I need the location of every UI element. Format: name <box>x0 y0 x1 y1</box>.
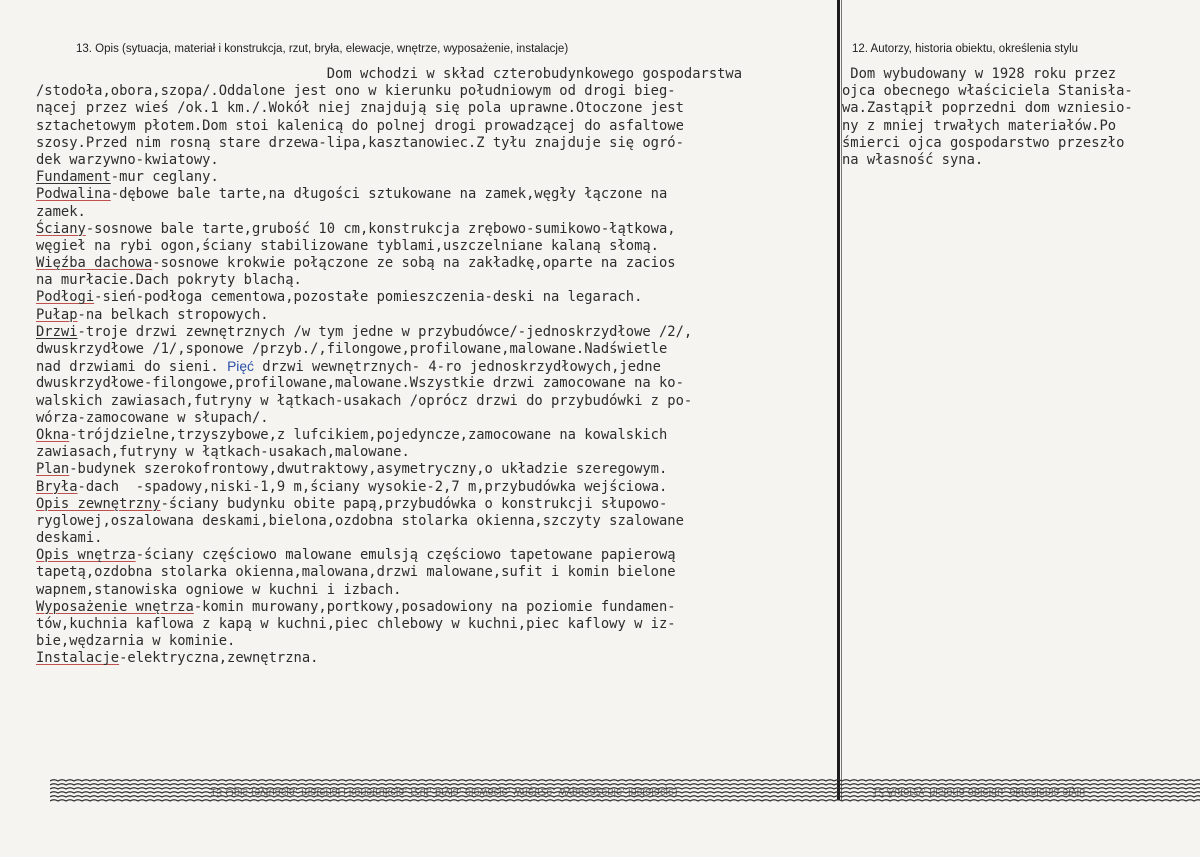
mirrored-header-12: 12 Autorzy, historia obiektu, określenia stylu <box>872 786 1086 798</box>
text-segment: /stodoła,obora,szopa/.Oddalone jest ono w kierunku południowym od drogi bieg- <box>36 83 676 100</box>
text-segment: -dębowe bale tarte,na długości sztukowane na zamek,węgły łączone na <box>110 186 668 203</box>
text-segment: ryglowej,oszalowana deskami,bielona,ozdobna stolarka okienna,szczyty szalowane <box>36 512 684 529</box>
text-segment: -komin murowany,portkowy,posadowiony na poziomie fundamen- <box>193 598 676 615</box>
text-line <box>36 341 742 358</box>
section-13-header: 13. Opis (sytuacja, materiał i konstrukcja, rzut, bryła, elewacje, wnętrze, wyposażenie, instalacje) <box>76 43 569 55</box>
text-line <box>36 461 742 478</box>
text-segment: węgieł na rybi ogon,ściany stabilizowane tyblami,uszczelniane kalaną słomą. <box>36 237 659 254</box>
text-line <box>36 186 742 203</box>
text-segment: nącej przez wieś /ok.1 km./.Wokół niej znajdują się pola uprawne.Otoczone jest <box>36 100 684 117</box>
text-line <box>36 616 742 633</box>
section-label: Bryła <box>36 478 78 495</box>
handwritten-correction: Pięć <box>227 359 254 375</box>
wave-line <box>50 800 1200 801</box>
text-segment: -ściany częściowo malowane emulsją częściowo tapetowane papierową <box>135 547 676 564</box>
text-line <box>36 100 742 117</box>
text-segment: Dom wchodzi w skład czterobudynkowego gospodarstwa <box>36 66 743 82</box>
text-line <box>36 479 742 496</box>
section-12-header: 12. Autorzy, historia obiektu, określenia stylu <box>852 43 1079 55</box>
text-line <box>36 530 742 547</box>
section-label: Okna <box>36 426 70 443</box>
description-text <box>36 66 742 668</box>
text-segment: na murłacie.Dach pokryty blachą. <box>36 272 302 289</box>
section-label: Opis wnętrza <box>36 547 136 564</box>
wave-line <box>50 780 1200 781</box>
text-segment: -dach -spadowy,niski-1,9 m,ściany wysokie-2,7 m,przybudówka wejściowa. <box>77 478 668 495</box>
section-label: Plan <box>36 461 70 478</box>
text-line <box>36 152 742 169</box>
text-line <box>36 255 742 272</box>
text-segment: zawiasach,futryny w łątkach-usakach,malowane. <box>36 444 410 461</box>
text-line <box>36 324 742 341</box>
text-segment: sztachetowym płotem.Dom stoi kalenicą do polnej drogi prowadzącej do asfaltowe <box>36 117 684 134</box>
text-line <box>36 496 742 513</box>
text-line <box>36 564 742 581</box>
text-line <box>36 204 742 221</box>
text-line <box>36 582 742 599</box>
text-segment: drzwi wewnętrznych- 4-ro jednoskrzydłowych,jedne <box>253 359 661 376</box>
text-segment: -budynek szerokofrontowy,dwutraktowy,asymetryczny,o układzie szeregowym. <box>69 461 668 478</box>
section-label: Podłogi <box>36 289 95 306</box>
text-line <box>36 513 742 530</box>
text-line: śmierci ojca gospodarstwo przeszło <box>842 134 1125 151</box>
text-line: ny z mniej trwałych materiałów.Po <box>842 117 1117 134</box>
section-label: Ściany <box>36 220 86 237</box>
text-segment: -sosnowe bale tarte,grubość 10 cm,konstrukcja zrębowo-sumikowo-łątkowa, <box>85 220 676 237</box>
text-line <box>36 272 742 289</box>
text-line <box>36 650 742 667</box>
section-label: Fundament <box>36 169 111 186</box>
text-line: ojca obecnego właściciela Stanisła- <box>842 83 1133 100</box>
text-segment: tapetą,ozdobna stolarka okienna,malowana,drzwi malowane,sufit i komin bielone <box>36 564 676 581</box>
text-line <box>36 599 742 616</box>
text-line <box>36 427 742 444</box>
text-segment: -trójdzielne,trzyszybowe,z lufcikiem,pojedyncze,zamocowane na kowalskich <box>69 426 668 443</box>
section-label: Opis zewnętrzny <box>36 495 161 512</box>
column-divider <box>837 0 840 800</box>
text-segment: szosy.Przed nim rosną stare drzewa-lipa,kasztanowiec.Z tyłu znajduje się ogró- <box>36 134 684 151</box>
section-label: Podwalina <box>36 186 111 203</box>
text-segment: -ściany budynku obite papą,przybudówka o konstrukcji słupowo- <box>160 495 668 512</box>
text-line <box>36 118 742 135</box>
text-segment: dek warzywno-kwiatowy. <box>36 151 219 168</box>
section-label: Pułap <box>36 306 78 323</box>
text-segment: -elektryczna,zewnętrzna. <box>119 650 319 667</box>
section-label: Instalacje <box>36 650 120 667</box>
text-line <box>36 169 742 186</box>
section-label: Drzwi <box>36 323 78 340</box>
text-line <box>36 633 742 650</box>
text-segment: -mur ceglany. <box>110 169 219 186</box>
text-line <box>36 547 742 564</box>
text-line <box>36 135 742 152</box>
text-line <box>36 238 742 255</box>
history-text <box>842 66 1133 169</box>
text-line <box>36 66 742 83</box>
section-label: Więźba dachowa <box>36 255 153 272</box>
text-segment: wapnem,stanowiska ogniowe w kuchni i izbach. <box>36 581 402 598</box>
text-line <box>36 375 742 392</box>
text-line: na własność syna. <box>842 151 984 168</box>
text-segment: nad drzwiami do sieni. <box>36 359 228 376</box>
wave-line <box>50 784 1200 785</box>
text-line <box>36 307 742 324</box>
text-line <box>36 444 742 461</box>
text-line <box>36 393 742 410</box>
text-segment: dwuskrzydłowe-filongowe,profilowane,malowane.Wszystkie drzwi zamocowane na ko- <box>36 375 684 392</box>
text-line <box>36 83 742 100</box>
section-label: Wyposażenie wnętrza <box>36 598 194 615</box>
text-segment: deskami. <box>36 530 103 547</box>
text-line <box>36 221 742 238</box>
mirrored-header-13: 13 Opis (sytuacja, materiał i konstrukcja, rzut, bryła, elewacje, wnętrze, wyposażenie, instalacje) <box>210 786 678 798</box>
text-segment: walskich zawiasach,futryny w łątkach-usakach /oprócz drzwi do przybudówki z po- <box>36 392 693 409</box>
text-segment: -troje drzwi zewnętrznych /w tym jedne w przybudówce/-jednoskrzydłowe /2/, <box>77 323 693 340</box>
text-segment: wórza-zamocowane w słupach/. <box>36 409 269 426</box>
text-line: Dom wybudowany w 1928 roku przez <box>842 66 1117 82</box>
text-line <box>36 289 742 306</box>
text-segment: tów,kuchnia kaflowa z kapą w kuchni,piec chlebowy w kuchni,piec kaflowy w iz- <box>36 616 676 632</box>
text-segment: -sosnowe krokwie połączone ze sobą na zakładkę,oparte na zacios <box>152 255 676 272</box>
text-line <box>36 358 742 375</box>
text-segment: -sień-podłoga cementowa,pozostałe pomieszczenia-deski na legarach. <box>94 289 643 306</box>
text-segment: bie,wędzarnia w kominie. <box>36 633 236 650</box>
text-line <box>36 410 742 427</box>
text-segment: zamek. <box>36 203 86 220</box>
text-line: wa.Zastąpił poprzedni dom wzniesio- <box>842 100 1133 117</box>
text-segment: dwuskrzydłowe /1/,sponowe /przyb./,filongowe,profilowane,malowane.Nadświetle <box>36 341 668 357</box>
text-segment: -na belkach stropowych. <box>77 306 269 323</box>
